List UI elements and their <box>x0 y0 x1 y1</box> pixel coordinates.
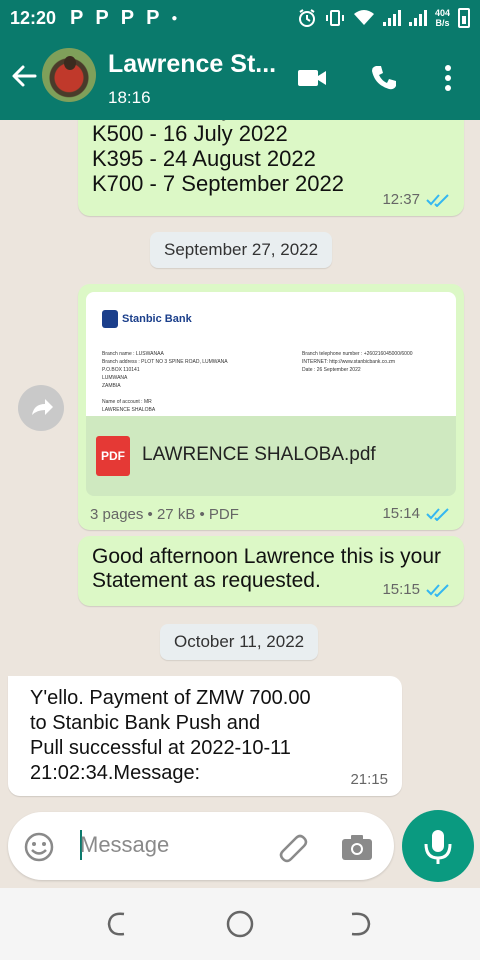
message-input[interactable] <box>8 812 394 880</box>
message-time: 12:37 <box>382 191 420 208</box>
message-time: 15:14 <box>382 505 420 522</box>
alarm-icon <box>297 8 317 28</box>
message-line: Y'ello. Payment of ZMW 700.00 <box>30 687 311 709</box>
contact-name[interactable]: Lawrence St... <box>108 50 277 78</box>
home-icon[interactable] <box>226 910 254 938</box>
preview-left-text: Branch name : LUSWANAA Branch address : PLOT NO 3 SPINE ROAD, LUMWANA P.O.BOX 110141 LUMWANA ZAMBIA Name of account : MR LAWRENCE SHALOBA <box>102 351 228 413</box>
read-ticks-icon <box>426 583 450 597</box>
voice-call-icon[interactable] <box>368 62 400 94</box>
status-time: 12:20 <box>10 7 57 28</box>
camera-icon[interactable] <box>340 832 374 862</box>
message-list[interactable] <box>0 120 480 890</box>
more-options-icon[interactable] <box>432 62 464 94</box>
signal-strength-icon <box>383 10 401 26</box>
notification-app-icon: P <box>146 6 160 29</box>
emoji-icon[interactable] <box>24 832 54 862</box>
recent-apps-icon[interactable] <box>104 910 132 938</box>
message-line: to Stanbic Bank Push and <box>30 712 261 734</box>
bank-logo-icon <box>102 310 118 328</box>
message-bubble-outgoing[interactable] <box>78 120 464 216</box>
message-line: K395 - 24 August 2022 <box>92 146 316 171</box>
system-nav-bar <box>0 888 480 960</box>
message-line: Good afternoon Lawrence this is your <box>92 545 442 568</box>
document-message[interactable] <box>78 284 464 530</box>
notification-app-icon: P <box>95 6 109 29</box>
read-ticks-icon <box>426 193 450 207</box>
message-placeholder: Message <box>80 832 170 857</box>
date-divider: September 27, 2022 <box>150 232 332 268</box>
document-file-name: LAWRENCE SHALOBA.pdf <box>142 444 376 465</box>
preview-bank-name: Stanbic Bank <box>122 313 192 325</box>
notification-app-icon: P <box>120 6 135 29</box>
message-meta <box>382 581 450 598</box>
document-file-bar[interactable] <box>86 416 456 496</box>
message-meta <box>382 505 450 522</box>
stanbic-bank-logo <box>102 310 192 328</box>
read-ticks-icon <box>426 507 450 521</box>
vibrate-icon <box>325 8 345 28</box>
preview-right-text: Branch telephone number : +260216045000/6000 INTERNET: http://www.stanbicbank.co.zm Date : 26 September 2022 <box>302 351 413 373</box>
voice-record-button[interactable] <box>402 810 474 882</box>
message-meta <box>350 771 388 788</box>
status-bar <box>0 0 480 36</box>
back-nav-icon[interactable] <box>346 910 374 938</box>
message-line: 21:02:34.Message: <box>30 762 201 784</box>
notification-app-icon: P <box>70 6 84 29</box>
signal-strength-2-icon <box>409 10 427 26</box>
chat-header <box>0 36 480 120</box>
message-line: K700 - 7 September 2022 <box>92 171 344 196</box>
message-line: Pull successful at 2022-10-11 <box>30 737 291 759</box>
network-speed: 404 B/s <box>434 8 450 28</box>
more-notifications-dot-icon: ● <box>171 12 178 24</box>
pdf-file-icon: PDF <box>96 436 130 476</box>
wifi-icon <box>353 9 375 27</box>
message-bubble-incoming[interactable] <box>8 676 402 796</box>
forward-button[interactable] <box>18 385 64 431</box>
date-divider: October 11, 2022 <box>160 624 318 660</box>
document-info: 3 pages • 27 kB • PDF <box>90 506 239 523</box>
message-time: 21:15 <box>350 771 388 788</box>
back-arrow-icon[interactable] <box>10 62 38 90</box>
battery-icon <box>458 8 470 28</box>
message-meta <box>382 191 450 208</box>
message-time: 15:15 <box>382 581 420 598</box>
microphone-icon <box>402 810 474 882</box>
message-line: Statement as requested. <box>92 569 321 592</box>
message-line: K500 - 16 July 2022 <box>92 121 288 146</box>
message-bubble-outgoing[interactable] <box>78 536 464 606</box>
last-seen: 18:16 <box>108 88 151 107</box>
video-call-icon[interactable] <box>296 62 328 94</box>
document-preview[interactable] <box>86 292 456 416</box>
forward-icon <box>18 385 64 431</box>
avatar[interactable] <box>42 48 96 102</box>
attach-icon[interactable] <box>276 830 310 864</box>
